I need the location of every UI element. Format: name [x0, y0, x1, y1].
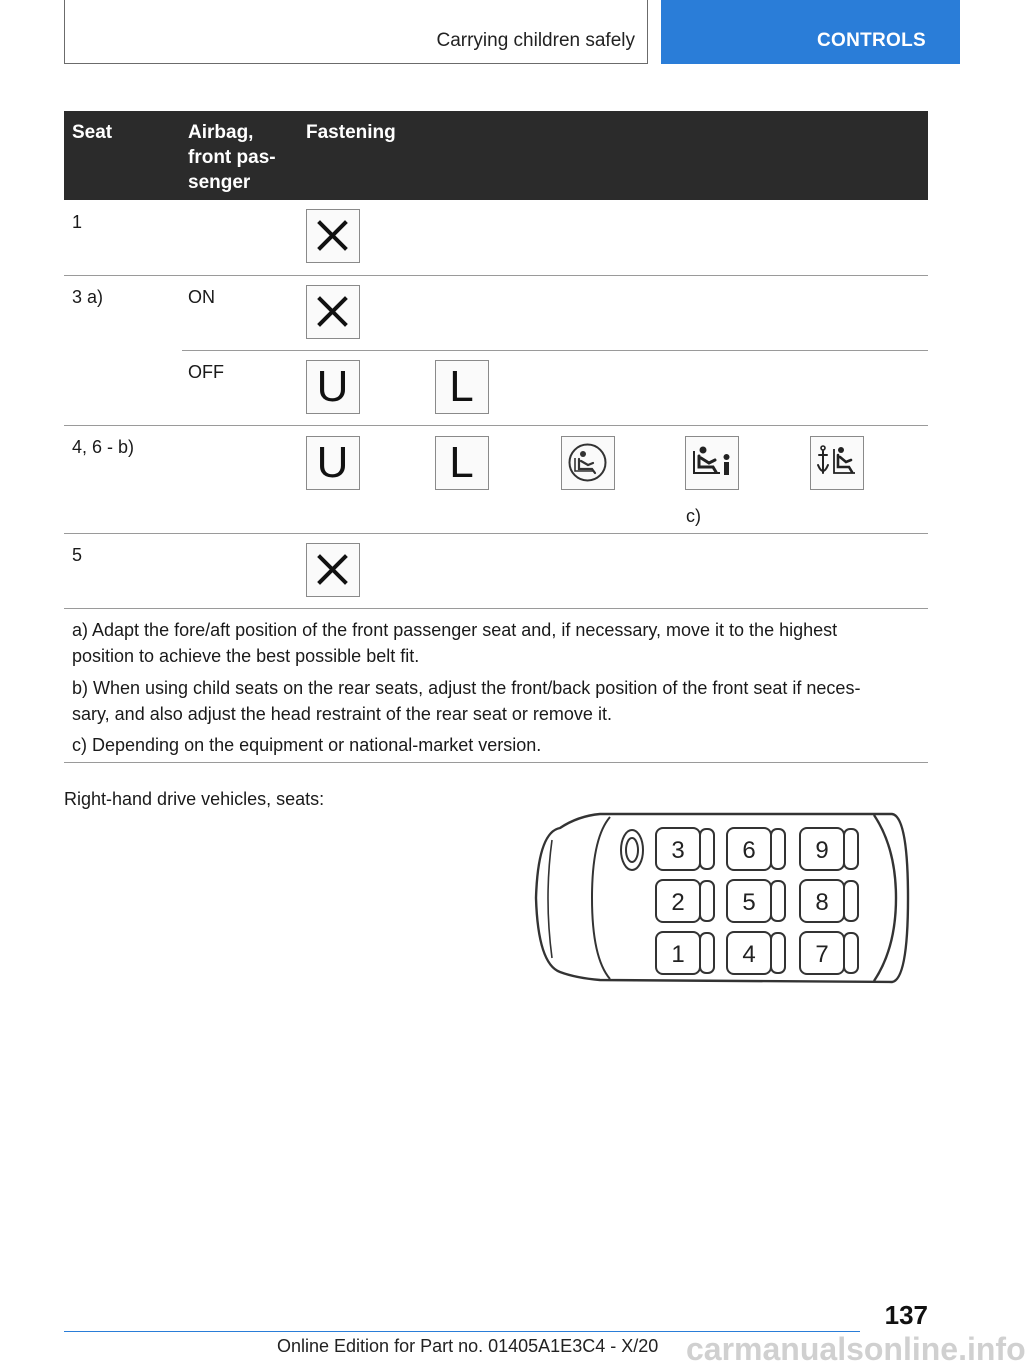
body-text: Right-hand drive vehicles, seats: [64, 789, 325, 809]
seat-3 [656, 828, 714, 870]
header-section-box [64, 0, 648, 64]
cross-icon [306, 209, 360, 263]
footnote-line: b) When using child seats on the rear seats, adjust the front/back position of the front seat if neces- [72, 678, 861, 698]
seat-number: 1 [671, 941, 685, 968]
footnote-c [72, 732, 920, 758]
col-header-seat: Seat [72, 122, 113, 143]
seat-8 [800, 880, 858, 922]
universal-u-icon [306, 360, 360, 414]
seat-number: 9 [815, 837, 829, 864]
seat-number: 8 [815, 889, 829, 916]
header-section-title: Carrying children safely [436, 30, 635, 51]
footnote-a [72, 617, 920, 669]
seat-number: 7 [815, 941, 829, 968]
table-bottom-rule [64, 762, 928, 763]
table-row-airbag: ON [188, 287, 215, 307]
seat-4 [727, 932, 785, 974]
footer-edition: Online Edition for Part no. 01405A1E3C4 - X/20 [277, 1336, 659, 1356]
table-header [64, 111, 928, 200]
row-divider [64, 275, 928, 276]
universal-u-letter: U [316, 438, 349, 487]
semi-universal-l-letter: L [449, 362, 474, 411]
col-header-fastening: Fastening [306, 122, 396, 143]
col-header-airbag-line: senger [188, 172, 251, 193]
seat-number: 4 [742, 941, 756, 968]
seat-5 [727, 880, 785, 922]
table-row-seat: 5 [72, 545, 83, 565]
universal-u-letter: U [316, 362, 349, 411]
i-size-icon [561, 436, 615, 490]
seat-7 [800, 932, 858, 974]
semi-universal-l-icon [435, 436, 489, 490]
seat-grid [656, 828, 858, 974]
icon-footnote-ref: c) [686, 506, 701, 526]
footnote-line: position to achieve the best possible belt fit. [72, 646, 420, 666]
header-chapter-tab[interactable] [661, 0, 960, 64]
row-divider [64, 608, 928, 609]
seat-number: 6 [742, 837, 756, 864]
footnote-line: c) Depending on the equipment or national-market version. [72, 735, 542, 755]
cross-icon [306, 285, 360, 339]
seat-1 [656, 932, 714, 974]
seat-2 [656, 880, 714, 922]
row-divider [64, 533, 928, 534]
semi-universal-l-icon [435, 360, 489, 414]
table-row-seat: 4, 6 - b) [72, 437, 135, 457]
col-header-airbag-line: front pas- [188, 147, 276, 168]
footnote-b [72, 675, 920, 727]
row-divider [64, 425, 928, 426]
isofix-i-icon [685, 436, 739, 490]
seat-number: 3 [671, 837, 685, 864]
cross-icon [306, 543, 360, 597]
col-header-airbag [188, 120, 276, 195]
table-row-seat: 3 a) [72, 287, 104, 307]
seat-9 [800, 828, 858, 870]
header-chapter-label: CONTROLS [816, 30, 926, 51]
seat-layout-diagram [530, 808, 914, 990]
semi-universal-l-letter: L [449, 438, 474, 487]
isofix-anchor-icon [810, 436, 864, 490]
table-row-seat: 1 [72, 212, 83, 232]
table-row-airbag: OFF [188, 362, 224, 382]
footnote-line: a) Adapt the fore/aft position of the front passenger seat and, if necessary, move it to the highest [72, 620, 838, 640]
footnote-line: sary, and also adjust the head restraint of the rear seat or remove it. [72, 704, 612, 724]
seat-6 [727, 828, 785, 870]
seat-number: 2 [671, 889, 685, 916]
col-header-airbag-line: Airbag, [188, 122, 254, 143]
watermark: carmanualsonline.info [686, 1331, 1026, 1367]
row-divider [182, 350, 928, 351]
universal-u-icon [306, 436, 360, 490]
seat-number: 5 [742, 889, 756, 916]
page-number: 137 [884, 1300, 928, 1330]
